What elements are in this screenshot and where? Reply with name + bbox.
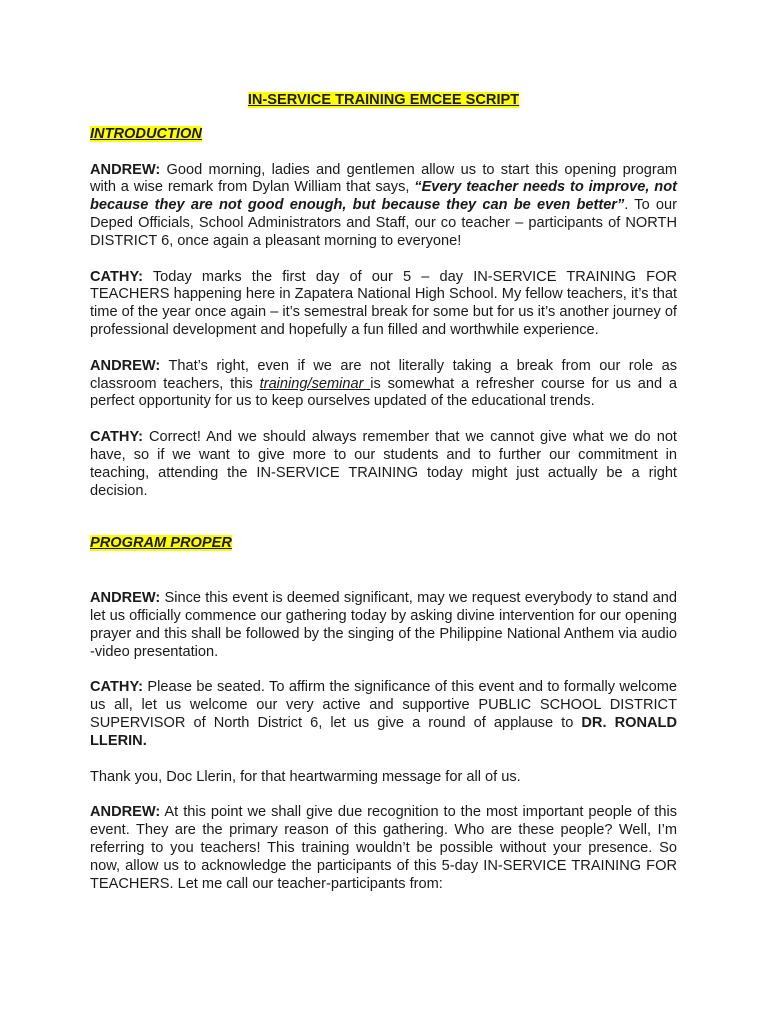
document-page: [90, 92, 677, 893]
paragraph-text: Good morning, ladies and gentlemen allow us to start this opening program with a wise remark from Dylan William that says,: [90, 161, 677, 196]
paragraph-text: Thank you, Doc Llerin, for that heartwarming message for all of us.: [90, 768, 521, 785]
speaker-label: CATHY:: [90, 679, 143, 696]
quote-text: “Every teacher needs to improve, not because they are not good enough, but because they can be even better”: [90, 179, 677, 214]
intro-paragraph-cathy-1: [90, 269, 677, 340]
speaker-label: CATHY:: [90, 429, 143, 446]
paragraph-text: . To our Deped Officials, School Administrators and Staff, our co teacher – participants of NORTH DISTRICT 6, once again a pleasant morning to everyone!: [90, 197, 678, 249]
speaker-label: ANDREW:: [90, 161, 161, 178]
program-paragraph-andrew-1: [90, 590, 677, 661]
speaker-label: ANDREW:: [90, 590, 161, 607]
paragraph-text: At this point we shall give due recognition to the most important people of this event. They are the primary reason of this gathering. Who are these people? Well, I’m referring to you teachers! This training wouldn’t be possible without your presence. So now, allow us to acknowledge the participants of this 5-day IN-SERVICE TRAINING FOR TEACHERS. Let me call our teacher-participants from:: [90, 804, 677, 892]
paragraph-text: Please be seated. To affirm the significance of this event and to formally welcome us all, let us welcome our very active and supportive PUBLIC SCHOOL DISTRICT SUPERVISOR of North District 6, let us give a round of applause to: [90, 679, 677, 731]
program-paragraph-thank-you: [90, 769, 677, 787]
program-paragraph-andrew-2: [90, 804, 677, 893]
supervisor-name: DR. RONALD LLERIN.: [90, 714, 677, 749]
training-seminar-text: training/seminar: [259, 375, 371, 392]
introduction-heading: INTRODUCTION: [90, 125, 202, 142]
document-title: IN-SERVICE TRAINING EMCEE SCRIPT: [247, 92, 520, 108]
program-proper-heading-row: [90, 535, 677, 553]
speaker-label: ANDREW:: [90, 804, 161, 821]
speaker-label: ANDREW:: [90, 357, 161, 374]
paragraph-text: Today marks the first day of our 5 – day IN-SERVICE TRAINING FOR TEACHERS happening here in Zapatera National High School. My fellow teachers, it’s that time of the year once again – it’s semestral break for some but for us it’s another journey of professional development and hopefully a fun filled and worthwhile experience.: [90, 268, 677, 338]
program-proper-heading: PROGRAM PROPER: [90, 535, 232, 552]
paragraph-text: Since this event is deemed significant, may we request everybody to stand and let us officially commence our gathering today by asking divine intervention for our opening prayer and this shall be followed by the singing of the Philippine National Anthem via audio -video presentation.: [90, 590, 677, 660]
speaker-label: CATHY:: [90, 268, 143, 285]
paragraph-text: That’s right, even if we are not literally taking a break from our role as classroom teachers, this: [90, 357, 677, 392]
program-paragraph-cathy-1: [90, 679, 677, 750]
paragraph-text: Correct! And we should always remember that we cannot give what we do not have, so if we want to give more to our students and to further our commitment in teaching, attending the IN-SERVICE TRAINING today might just actually be a right decision.: [90, 429, 677, 499]
intro-paragraph-andrew-1: [90, 162, 677, 251]
paragraph-text: is somewhat a refresher course for us and a perfect opportunity for us to keep ourselves updated of the educational trends.: [90, 375, 677, 410]
intro-paragraph-andrew-2: [90, 358, 677, 411]
title-block: [90, 92, 677, 110]
introduction-heading-row: [90, 126, 677, 144]
intro-paragraph-cathy-2: [90, 429, 677, 500]
